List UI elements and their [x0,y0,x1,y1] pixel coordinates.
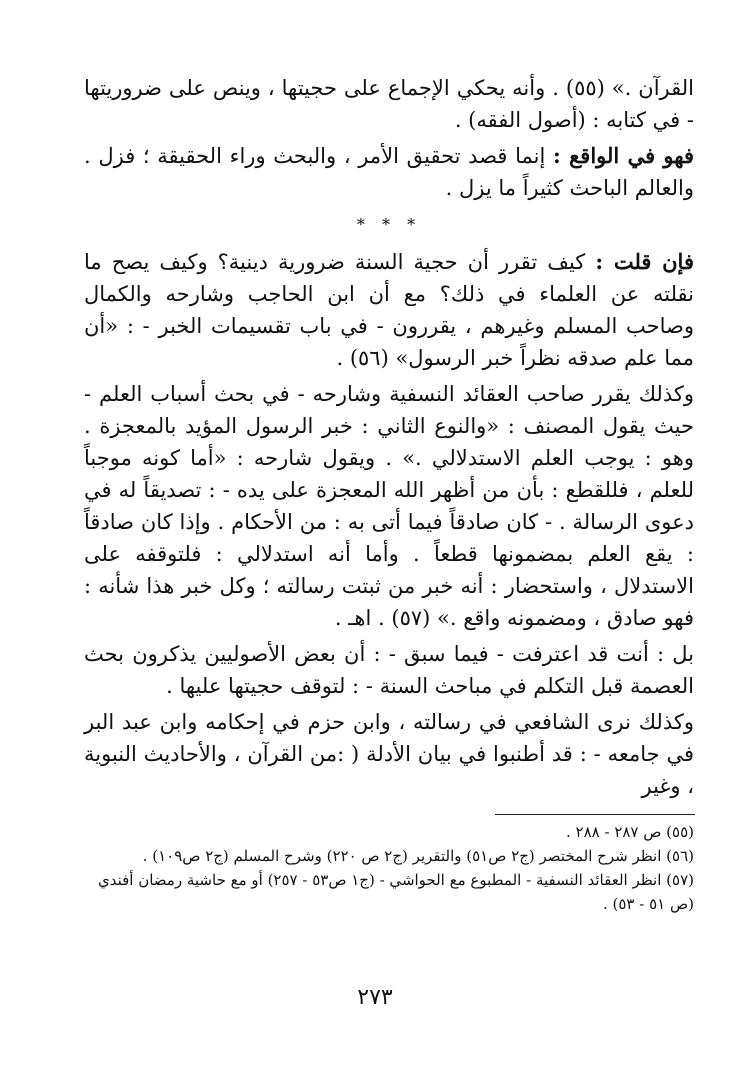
page-number: ٢٧٣ [357,985,393,1010]
main-text [84,72,694,802]
footnote-divider [495,814,695,815]
paragraph-5 [84,638,694,702]
paragraph-1-text: القرآن .» (٥٥) . وأنه يحكي الإجماع على حجيتها ، وينص على ضروريتها - في كتابه : (أصول الفقه) . [84,76,694,132]
section-separator: * * * [356,215,422,234]
paragraph-3-text: كيف تقرر أن حجية السنة ضرورية دينية؟ وكيف يصح ما نقلته عن العلماء في ذلك؟ مع أن ابن الحاجب وشارحه والكمال وصاحب المسلم وغيرهم ، يقررون - في باب تقسيمات الخبر - : «أن مما علم صدقه نظراً خبر الرسول» (٥٦) . [84,250,694,370]
footnotes [84,820,694,916]
paragraph-6-text: وكذلك نرى الشافعي في رسالته ، وابن حزم في إحكامه وابن عبد البر في جامعه - : قد أطنبوا في بيان الأدلة ( :من القرآن ، والأحاديث النبوية ، وغير [84,710,694,798]
footnote-57: (٥٧) انظر العقائد النسفية - المطبوع مع الحواشي - (ج١ ص٥٣ - ٢٥٧) أو مع حاشية رمضان أفندي (ص ٥١ - ٥٣) . [97,871,694,913]
paragraph-4-text: وكذلك يقرر صاحب العقائد النسفية وشارحه - في بحث أسباب العلم - حيث يقول المصنف : «والنوع الثاني : خبر الرسول المؤيد بالمعجزة . وهو : يوجب العلم الاستدلالي .» . ويقول شارحه : «أما كونه موجباً للعلم ، فللقطع : بأن من أظهر الله المعجزة على يده - : تصديقاً له في دعوى الرسالة . - كان صادقاً فيما أتى به : من الأحكام . وإذا كان صادقاً : يقع العلم بمضمونها قطعاً . وأما أنه استدلالي : فلتوقفه على الاستدلال ، واستحضار : أنه خبر من ثبتت رسالته ؛ وكل خبر هذا شأنه : فهو صادق ، ومضمونه واقع .» (٥٧) . اهـ . [84,382,694,630]
paragraph-3 [84,246,694,374]
footnote-56: (٥٦) انظر شرح المختصر (ج٢ ص٥١) والتقرير (ج٢ ص ٢٢٠) وشرح المسلم (ج٢ ص١٠٩) . [142,847,694,865]
paragraph-2-text: إنما قصد تحقيق الأمر ، والبحث وراء الحقيقة ؛ فزل . والعالم الباحث كثيراً ما يزل . [84,144,694,200]
paragraph-4 [84,378,694,634]
paragraph-2-lead: فهو في الواقع : [553,143,694,168]
paragraph-2 [84,140,694,204]
paragraph-3-lead: فإن قلت : [595,249,694,274]
footnote-55: (٥٥) ص ٢٨٧ - ٢٨٨ . [565,823,694,841]
paragraph-5-text: بل : أنت قد اعترفت - فيما سبق - : أن بعض الأصوليين يذكرون بحث العصمة قبل التكلم في مباحث السنة - : لتوقف حجيتها عليها . [84,642,694,698]
paragraph-1 [84,72,694,136]
paragraph-6 [84,706,694,802]
